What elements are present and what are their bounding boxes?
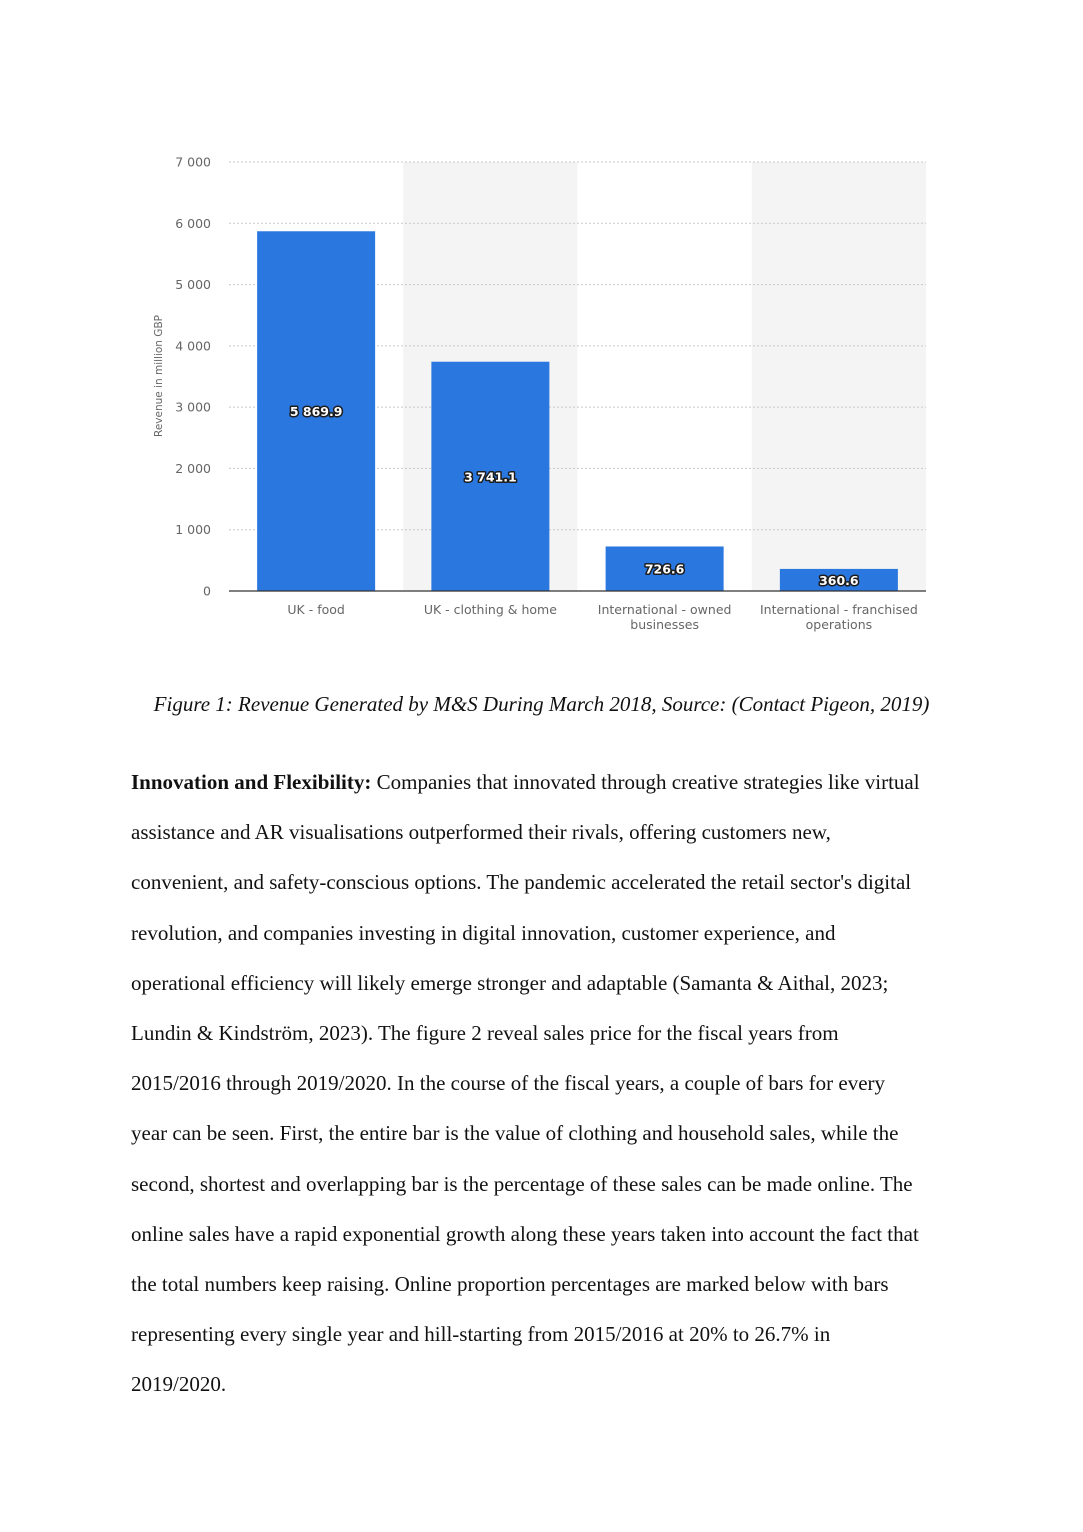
paragraph-line: second, shortest and overlapping bar is the percentage of these sales can be made online. The bbox=[131, 1171, 913, 1196]
x-category-label: International - owned bbox=[597, 602, 732, 617]
x-category-label: operations bbox=[805, 617, 873, 632]
paragraph-line: representing every single year and hill-starting from 2015/2016 at 20% to 26.7% in bbox=[131, 1322, 831, 1347]
data-label: 360.6 bbox=[819, 572, 859, 588]
paragraph-line: Lundin & Kindström, 2023). The figure 2 reveal sales price for the fiscal years from bbox=[131, 1021, 839, 1046]
x-category-label: UK - clothing & home bbox=[423, 602, 557, 617]
y-axis-ticks bbox=[175, 155, 211, 599]
y-tick-label: 2 000 bbox=[175, 460, 211, 476]
paragraph-line: the total numbers keep raising. Online proportion percentages are marked below with bars bbox=[131, 1272, 889, 1297]
paragraph-line bbox=[131, 757, 961, 807]
paragraph-line: assistance and AR visualisations outperformed their rivals, offering customers new, bbox=[131, 820, 831, 845]
category-band bbox=[752, 162, 926, 591]
paragraph-line: operational efficiency will likely emerge stronger and adaptable (Samanta & Aithal, 2023; bbox=[131, 970, 889, 995]
x-category-label: businesses bbox=[630, 617, 699, 632]
data-label: 5 869.9 bbox=[289, 404, 343, 420]
x-category-label: International - franchised bbox=[759, 602, 918, 617]
x-category-label: UK - food bbox=[287, 602, 345, 617]
y-tick-label: 0 bbox=[203, 583, 211, 599]
revenue-bar-chart bbox=[0, 0, 1083, 660]
data-label: 3 741.1 bbox=[464, 469, 517, 485]
y-tick-label: 6 000 bbox=[175, 215, 211, 231]
paragraph-line: online sales have a rapid exponential growth along these years taken into account the fact that bbox=[131, 1221, 919, 1246]
figure-caption: Figure 1: Revenue Generated by M&S During March 2018, Source: (Contact Pigeon, 2019) bbox=[153, 692, 930, 716]
y-tick-label: 5 000 bbox=[175, 277, 211, 293]
y-tick-label: 3 000 bbox=[175, 399, 211, 415]
paragraph-line-text: Companies that innovated through creative strategies like virtual bbox=[371, 770, 920, 794]
y-axis-label: Revenue in million GBP bbox=[153, 315, 165, 437]
paragraph-line: 2019/2020. bbox=[131, 1372, 227, 1397]
paragraph-lead: Innovation and Flexibility: bbox=[131, 770, 372, 794]
y-tick-label: 4 000 bbox=[175, 338, 211, 354]
body-paragraph bbox=[131, 757, 961, 1410]
y-tick-label: 1 000 bbox=[175, 522, 211, 538]
paragraph-line: convenient, and safety-conscious options. The pandemic accelerated the retail sector's digital bbox=[131, 870, 912, 895]
paragraph-line: revolution, and companies investing in digital innovation, customer experience, and bbox=[131, 920, 836, 945]
x-axis-categories bbox=[287, 602, 917, 632]
paragraph-line: 2015/2016 through 2019/2020. In the course of the fiscal years, a couple of bars for every bbox=[131, 1071, 886, 1096]
paragraph-line: year can be seen. First, the entire bar is the value of clothing and household sales, while the bbox=[131, 1121, 899, 1146]
data-label: 726.6 bbox=[644, 561, 685, 577]
y-tick-label: 7 000 bbox=[175, 154, 211, 170]
